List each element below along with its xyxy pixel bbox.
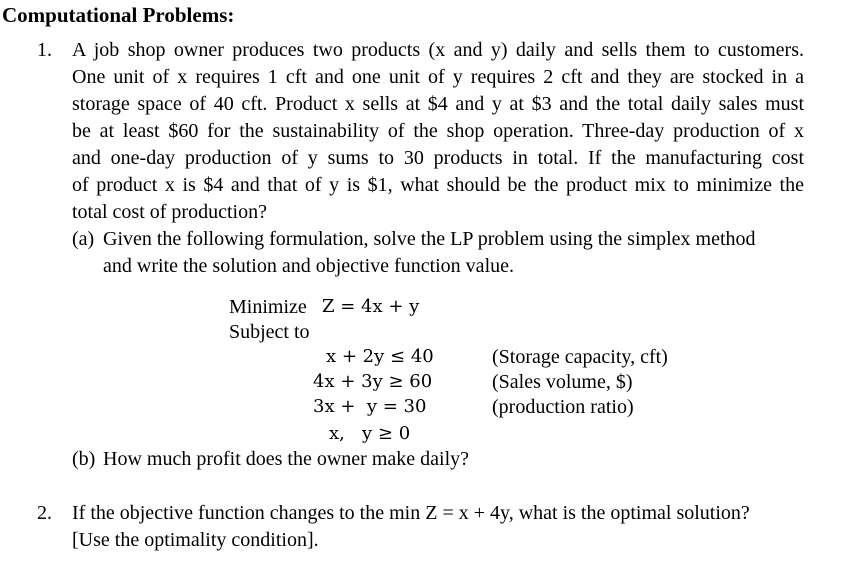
problem-1-line: storage space of 40 cft. Product x sells at $4 and y at $3 and the total daily sales must xyxy=(72,93,804,115)
constraint-ratio: 3x + y = 30 xyxy=(313,396,427,417)
constraint-storage-note: (Storage capacity, cft) xyxy=(492,346,668,368)
constraint-nonnegativity: x, y ≥ 0 xyxy=(329,423,411,444)
part-a-label: (a) xyxy=(72,228,95,250)
constraint-sales: 4x + 3y ≥ 60 xyxy=(313,371,433,392)
part-b-label: (b) xyxy=(72,448,96,470)
problem-1-line: of product x is $4 and that of y is $1, what should be the product mix to minimize the xyxy=(72,174,804,196)
objective-label: Minimize xyxy=(229,296,307,318)
problem-2-number: 2. xyxy=(37,502,52,524)
section-heading: Computational Problems: xyxy=(2,3,235,27)
subject-to-label: Subject to xyxy=(229,321,310,343)
problem-1-line: be at least $60 for the sustainability of the shop operation. Three-day production of x xyxy=(72,120,804,142)
problem-1-number: 1. xyxy=(37,39,52,61)
constraint-ratio-note: (production ratio) xyxy=(492,396,634,418)
part-b-text: How much profit does the owner make daily? xyxy=(103,448,470,470)
problem-1-line: total cost of production? xyxy=(72,201,267,223)
constraint-sales-note: (Sales volume, $) xyxy=(492,371,633,393)
problem-1-line: A job shop owner produces two products (x and y) daily and sells them to customers. xyxy=(72,39,804,61)
objective-expression: Z = 4x + y xyxy=(322,296,420,317)
part-a-line-2: and write the solution and objective function value. xyxy=(103,255,514,277)
part-a-line-1: Given the following formulation, solve the LP problem using the simplex method xyxy=(103,228,756,250)
problem-1-line: One unit of x requires 1 cft and one unit of y requires 2 cft and they are stocked in a xyxy=(72,66,804,88)
problem-2-line-2: [Use the optimality condition]. xyxy=(72,529,319,551)
constraint-storage: x + 2y ≤ 40 xyxy=(326,346,434,367)
problem-1-line: and one-day production of y sums to 30 products in total. If the manufacturing cost xyxy=(72,147,804,169)
problem-2-line-1: If the objective function changes to the min Z = x + 4y, what is the optimal solution? xyxy=(72,502,750,524)
problem-1-text xyxy=(72,37,804,226)
